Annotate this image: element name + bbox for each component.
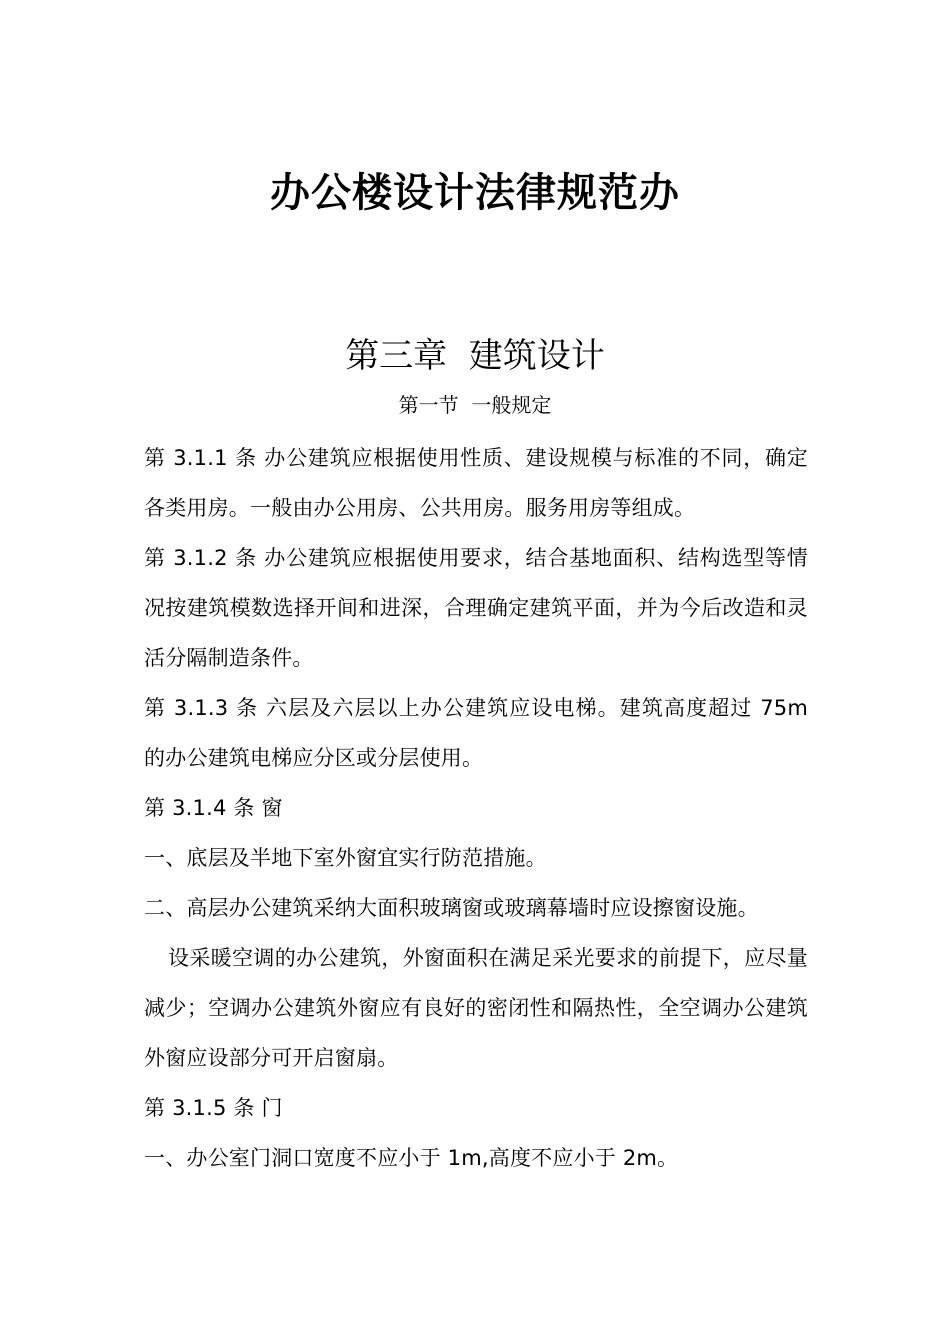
paragraph-door-item-1: 一、办公室门洞口宽度不应小于 1m,高度不应小于 2m。: [144, 1146, 679, 1170]
paragraph-window-item-2: 二、高层办公建筑采纳大面积玻璃窗或玻璃幕墙时应设擦窗设施。: [144, 896, 759, 920]
paragraph-article-3-1-3: 第 3.1.3 条 六层及六层以上办公建筑应设电梯。建筑高度超过 75m 的办公建筑电梯应分区或分层使用。: [144, 696, 808, 770]
document-title: 办公楼设计法律规范办: [270, 170, 680, 216]
document-body: [144, 433, 808, 1183]
paragraph-article-3-1-2: 第 3.1.2 条 办公建筑应根据使用要求，结合基地面积、结构选型等情况按建筑模数选择开间和进深，合理确定建筑平面，并为今后改造和灵活分隔制造条件。: [144, 546, 808, 670]
chapter-title: 第三章 建筑设计: [345, 336, 605, 376]
paragraph-window-note: 设采暖空调的办公建筑，外窗面积在满足采光要求的前提下，应尽量减少；空调办公建筑外窗应有良好的密闭性和隔热性，全空调办公建筑外窗应设部分可开启窗扇。: [144, 946, 808, 1070]
paragraph-window-item-1: 一、底层及半地下室外窗宜实行防范措施。: [144, 846, 547, 870]
paragraph-article-3-1-4-heading: 第 3.1.4 条 窗: [144, 796, 283, 820]
paragraph-article-3-1-1: 第 3.1.1 条 办公建筑应根据使用性质、建设规模与标准的不同，确定各类用房。一般由办公用房、公共用房。服务用房等组成。: [144, 446, 808, 520]
paragraph-article-3-1-5-heading: 第 3.1.5 条 门: [144, 1096, 283, 1120]
section-title: 第一节 一般规定: [398, 393, 552, 417]
